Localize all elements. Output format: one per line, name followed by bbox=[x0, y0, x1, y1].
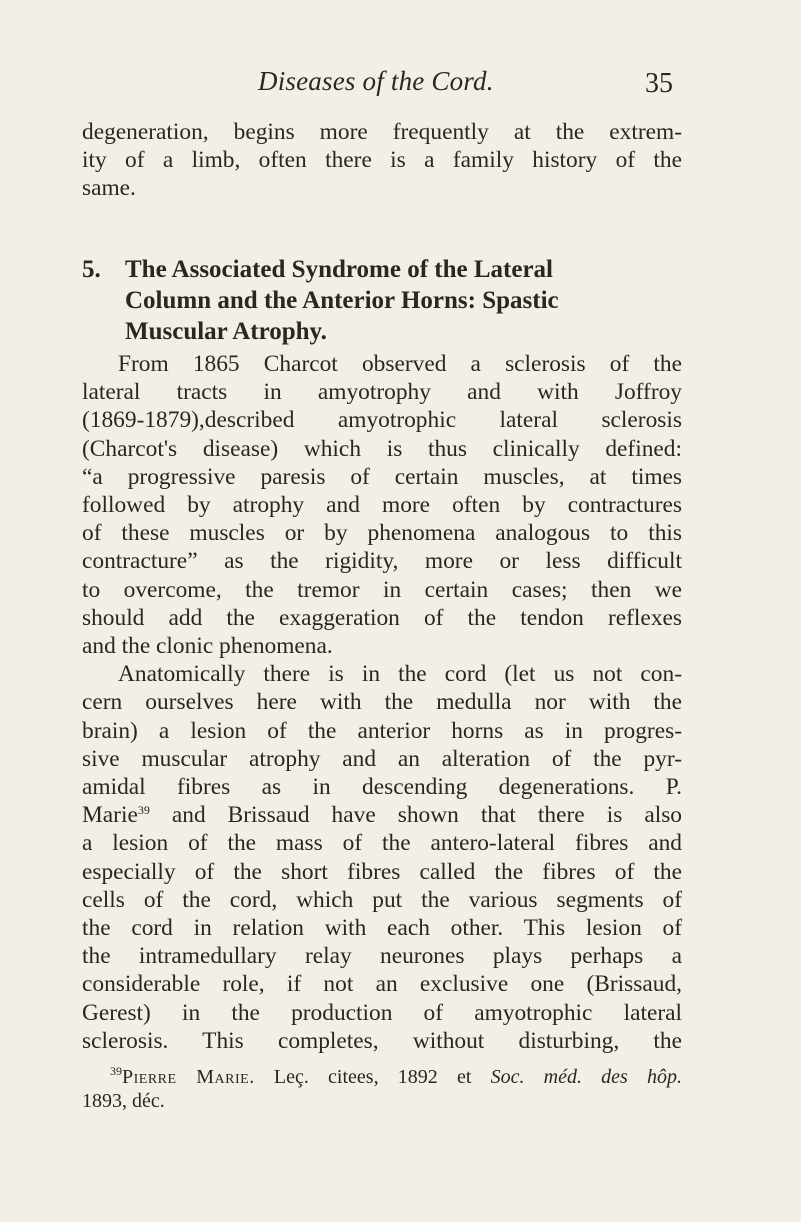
text-line bbox=[82, 801, 682, 829]
text-line: to overcome, the tremor in certain cases; then we bbox=[82, 576, 682, 603]
section-number: 5. bbox=[82, 256, 101, 283]
section-heading bbox=[82, 254, 682, 347]
text-line: sclerosis. This completes, without disturbing, the bbox=[82, 1027, 682, 1054]
text-line: sive muscular atrophy and an alteration of the pyr- bbox=[82, 745, 682, 772]
text-line: the cord in relation with each other. This lesion of bbox=[82, 915, 682, 942]
heading-text: The Associated Syndrome of the Lateral bbox=[125, 256, 553, 283]
text-line: cern ourselves here with the medulla nor with the bbox=[82, 689, 682, 716]
footnote-author: Pierre Marie. bbox=[122, 1066, 255, 1088]
running-head bbox=[0, 64, 801, 104]
text-line: Anatomically there is in the cord (let us not con- bbox=[118, 661, 682, 688]
heading-line bbox=[82, 254, 682, 285]
text-line: amidal fibres as in descending degenerations. P. bbox=[82, 774, 682, 801]
text-line: followed by atrophy and more often by contractures bbox=[82, 492, 682, 519]
footnote-text: Leç. citees, 1892 et bbox=[254, 1066, 491, 1088]
footnote-ref: 39 bbox=[137, 803, 150, 818]
text-line: same. bbox=[82, 175, 136, 202]
body-text bbox=[82, 350, 682, 1055]
text-line: a lesion of the mass of the antero-lateral fibres and bbox=[82, 830, 682, 857]
text-line: cells of the cord, which put the various segments of bbox=[82, 886, 682, 913]
footnote-line bbox=[82, 1065, 682, 1089]
text-line: ity of a limb, often there is a family history of the bbox=[82, 147, 682, 174]
text-line: of these muscles or by phenomena analogous to this bbox=[82, 520, 682, 547]
text-line: “a progressive paresis of certain muscles, at times bbox=[82, 463, 682, 490]
heading-line: Column and the Anterior Horns: Spastic bbox=[125, 287, 559, 314]
text-line: degeneration, begins more frequently at the extrem- bbox=[82, 119, 682, 145]
text-line: and the clonic phenomena. bbox=[82, 633, 333, 660]
footnote bbox=[82, 1065, 682, 1113]
text-line: contracture” as the rigidity, more or less difficult bbox=[82, 548, 682, 575]
footnote-journal: Soc. méd. des hôp. bbox=[490, 1066, 682, 1088]
text-line: lateral tracts in amyotrophy and with Joffroy bbox=[82, 379, 682, 406]
text-line: (1869-1879),described amyotrophic lateral sclerosis bbox=[82, 407, 682, 434]
footnote-line: 1893, déc. bbox=[82, 1090, 165, 1112]
heading-line: Muscular Atrophy. bbox=[125, 318, 327, 345]
text-line: the intramedullary relay neurones plays perhaps a bbox=[82, 943, 682, 970]
text-line: (Charcot's disease) which is thus clinically defined: bbox=[82, 435, 682, 462]
author-name: Marie bbox=[82, 802, 138, 829]
text-line: brain) a lesion of the anterior horns as in progres- bbox=[82, 717, 682, 744]
page-number: 35 bbox=[645, 68, 673, 99]
text-line: From 1865 Charcot observed a sclerosis of the bbox=[118, 351, 682, 377]
footnote-number: 39 bbox=[110, 1064, 122, 1078]
line-remainder: and Brissaud have shown that there is also bbox=[149, 802, 682, 829]
intro-paragraph bbox=[82, 118, 682, 203]
text-line: considerable role, if not an exclusive one (Brissaud, bbox=[82, 971, 682, 998]
text-line: Gerest) in the production of amyotrophic lateral bbox=[82, 999, 682, 1026]
text-line: should add the exaggeration of the tendon reflexes bbox=[82, 604, 682, 631]
text-line: especially of the short fibres called the fibres of the bbox=[82, 858, 682, 885]
running-title: Diseases of the Cord. bbox=[258, 66, 494, 96]
